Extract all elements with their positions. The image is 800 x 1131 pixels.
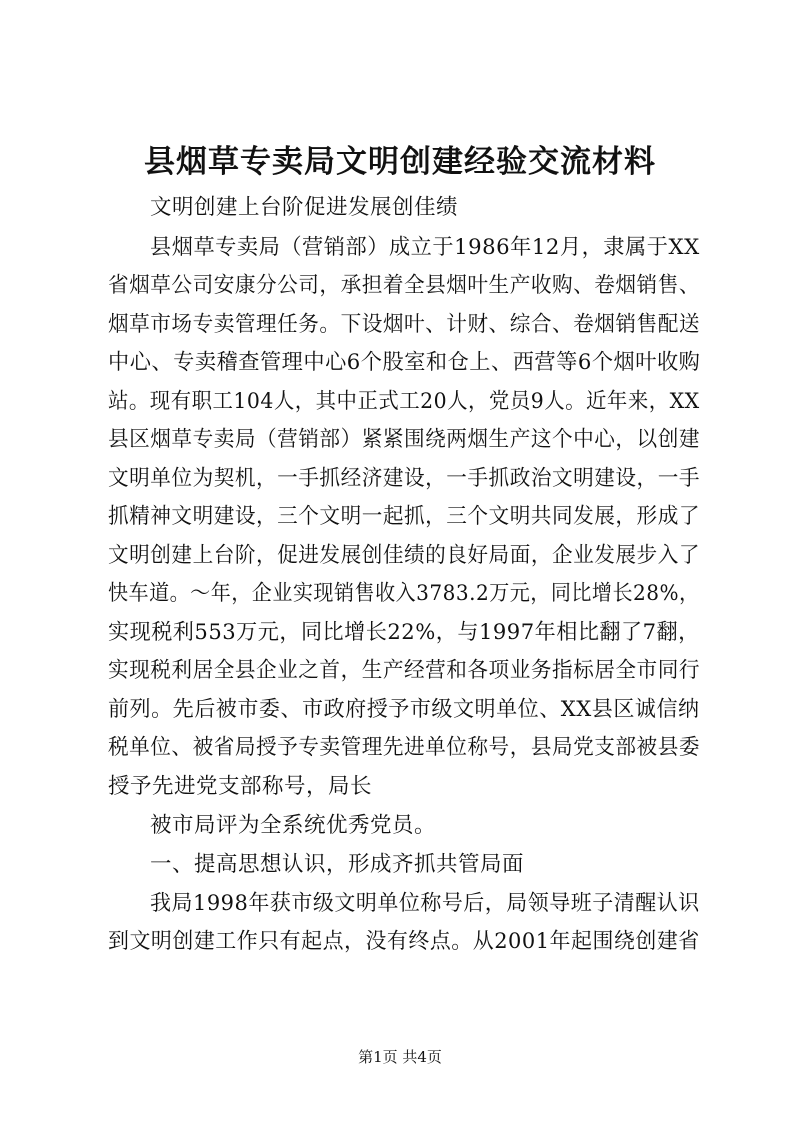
body-line: 快车道。～年，企业实现销售收入3783.2万元，同比增长28%， bbox=[108, 581, 700, 606]
body-line: 被市局评为全系统优秀党员。 bbox=[150, 813, 437, 838]
body-line: 烟草市场专卖管理任务。下设烟叶、计财、综合、卷烟销售配送 bbox=[108, 312, 700, 337]
body-line: 实现税利553万元，同比增长22%，与1997年相比翻了7翻， bbox=[108, 620, 700, 645]
page-footer: 第1页 共4页 bbox=[358, 1048, 442, 1066]
body-line: 授予先进党支部称号，局长 bbox=[108, 774, 373, 799]
body-line: 文明单位为契机，一手抓经济建设，一手抓政治文明建设，一手 bbox=[108, 466, 700, 491]
body-line: 文明创建上台阶，促进发展创佳绩的良好局面，企业发展步入了 bbox=[108, 543, 700, 568]
body-line: 实现税利居全县企业之首，生产经营和各项业务指标居全市同行 bbox=[108, 658, 700, 683]
body-line: 到文明创建工作只有起点，没有终点。从2001年起围绕创建省 bbox=[108, 929, 700, 954]
body-line: 税单位、被省局授予专卖管理先进单位称号，县局党支部被县委 bbox=[108, 735, 700, 760]
subtitle-line: 文明创建上台阶促进发展创佳绩 bbox=[150, 195, 459, 220]
body-line: 中心、专卖稽查管理中心6个股室和仓上、西营等6个烟叶收购 bbox=[108, 350, 701, 375]
body-line: 县烟草专卖局（营销部）成立于1986年12月，隶属于XX bbox=[150, 235, 700, 260]
body-line: 抓精神文明建设，三个文明一起抓，三个文明共同发展，形成了 bbox=[108, 504, 700, 529]
body-line: 我局1998年获市级文明单位称号后，局领导班子清醒认识 bbox=[150, 891, 700, 916]
body-line: 县区烟草专卖局（营销部）紧紧围绕两烟生产这个中心，以创建 bbox=[108, 427, 700, 452]
body-line: 站。现有职工104人，其中正式工20人，党员9人。近年来，XX bbox=[108, 389, 700, 414]
body-line: 省烟草公司安康分公司，承担着全县烟叶生产收购、卷烟销售、 bbox=[108, 273, 700, 298]
body-line: 前列。先后被市委、市政府授予市级文明单位、XX县区诚信纳 bbox=[108, 697, 700, 722]
document-title: 县烟草专卖局文明创建经验交流材料 bbox=[144, 144, 656, 180]
section-heading: 一、提高思想认识，形成齐抓共管局面 bbox=[150, 852, 525, 877]
